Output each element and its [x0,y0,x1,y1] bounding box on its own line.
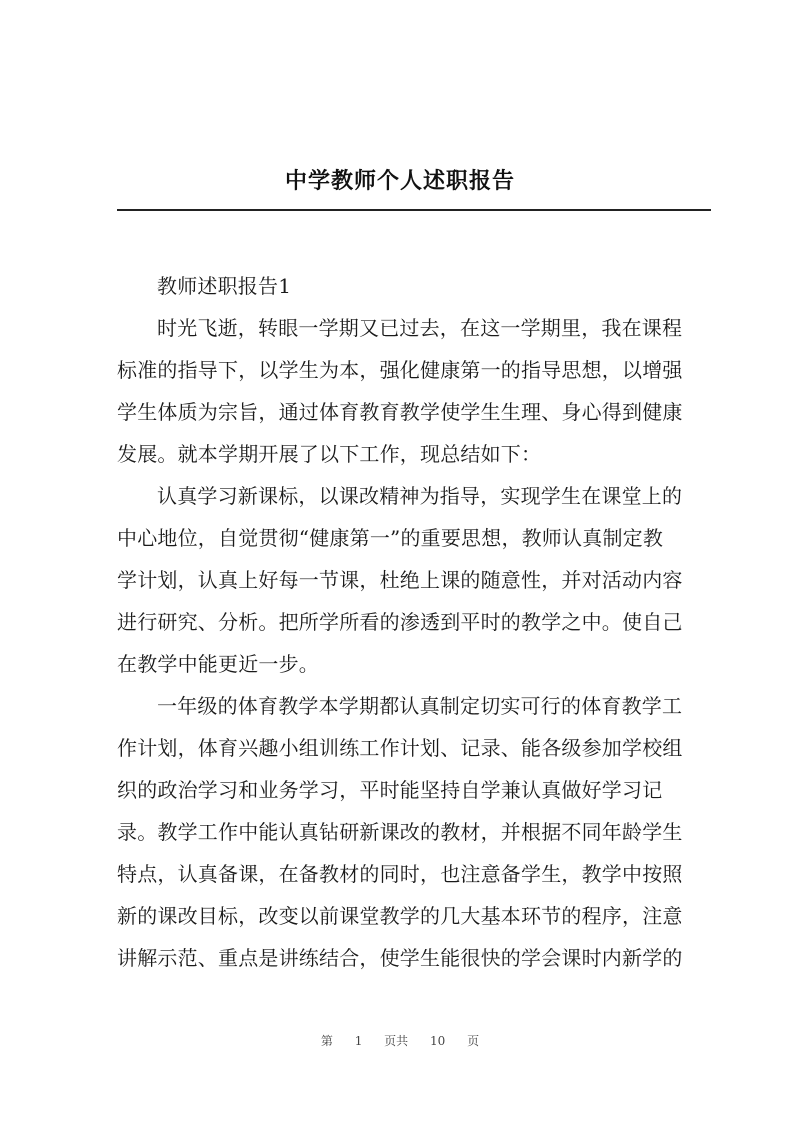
text-line: 讲解示范、重点是讲练结合，使学生能很快的学会课时内新学的 [117,946,683,970]
text-line: 学计划，认真上好每一节课，杜绝上课的随意性，并对活动内容 [117,568,683,592]
text-line: 录。教学工作中能认真钻研新课改的教材，并根据不同年龄学生 [117,820,683,844]
text-line: 发展。就本学期开展了以下工作，现总结如下： [117,442,542,466]
text-line: 一年级的体育教学本学期都认真制定切实可行的体育教学工 [157,694,683,718]
footer-page-end: 页 [467,1034,480,1048]
document-title: 中学教师个人述职报告 [284,168,515,194]
text-line: 认真学习新课标，以课改精神为指导，实现学生在课堂上的 [157,484,683,508]
footer-total-pages: 10 [430,1034,446,1048]
text-line: 中心地位，自觉贯彻“健康第一”的重要思想，教师认真制定教 [117,526,664,550]
text-line: 学生体质为宗旨，通过体育教育教学使学生生理、身心得到健康 [117,400,683,424]
footer-page-number: 1 [354,1034,363,1048]
title-underline [117,209,711,211]
text-line: 教师述职报告1 [157,274,292,298]
text-line: 新的课改目标，改变以前课堂教学的几大基本环节的程序，注意 [117,904,683,928]
text-line: 特点，认真备课，在备教材的同时，也注意备学生，教学中按照 [117,862,683,886]
page-footer [0,1032,800,1049]
text-line: 作计划，体育兴趣小组训练工作计划、记录、能各级参加学校组 [117,736,683,760]
document-body [117,265,711,979]
footer-page-mid: 页共 [384,1034,409,1048]
text-line: 进行研究、分析。把所学所看的渗透到平时的教学之中。使自己 [117,610,683,634]
text-line: 标准的指导下，以学生为本，强化健康第一的指导思想，以增强 [117,358,683,382]
footer-page-label: 第 [320,1034,333,1048]
text-line: 在教学中能更近一步。 [117,652,319,676]
text-line: 织的政治学习和业务学习，平时能坚持自学兼认真做好学习记 [117,778,663,802]
text-line: 时光飞逝，转眼一学期又已过去，在这一学期里，我在课程 [157,316,683,340]
